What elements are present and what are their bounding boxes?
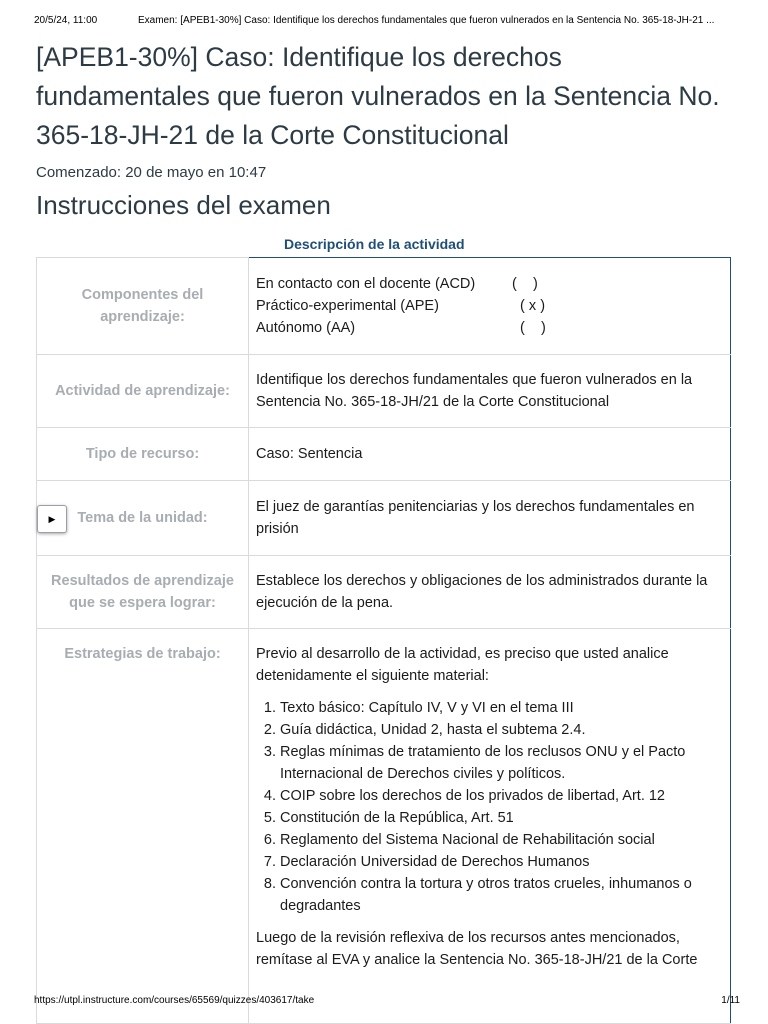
strategies-intro: Previo al desarrollo de la actividad, es preciso que usted analice detenidamente el siguiente material: <box>256 646 669 684</box>
instructions-heading: Instrucciones del examen <box>36 190 331 220</box>
list-item: 2. Guía didáctica, Unidad 2, hasta el subtema 2.4. <box>280 719 722 741</box>
row-value-estrategias <box>249 629 731 1024</box>
list-item: 5. Constitución de la República, Art. 51 <box>280 807 722 829</box>
list-item: 7. Declaración Universidad de Derechos Humanos <box>280 851 722 873</box>
option-ape-mark: ( x ) <box>512 298 546 314</box>
started-timestamp: Comenzado: 20 de mayo en 10:47 <box>36 164 267 181</box>
table-row-componentes <box>37 258 731 355</box>
print-header <box>34 15 740 26</box>
table-row-tipo <box>37 428 731 481</box>
row-label-tipo: Tipo de recurso: <box>37 428 249 481</box>
row-label-tema: Tema de la unidad: <box>77 510 208 526</box>
print-date: 20/5/24, 11:00 <box>34 15 98 26</box>
row-label-tema-cell <box>37 481 249 556</box>
row-label-componentes: Componentes del aprendizaje: <box>37 258 249 355</box>
list-item: 8. Convención contra la tortura y otros tratos crueles, inhumanos o degradantes <box>280 873 722 917</box>
row-value-tipo: Caso: Sentencia <box>249 428 731 481</box>
option-ape: Práctico-experimental (APE) ( x ) <box>256 295 722 317</box>
row-value-tema: El juez de garantías penitenciarias y los derechos fundamentales en prisión <box>249 481 731 556</box>
option-aa: Autónomo (AA) ( ) <box>256 317 722 339</box>
row-value-resultados: Establece los derechos y obligaciones de los administrados durante la ejecución de la pena. <box>249 556 731 629</box>
row-label-actividad: Actividad de aprendizaje: <box>37 355 249 428</box>
list-item: 6. Reglamento del Sistema Nacional de Rehabilitación social <box>280 829 722 851</box>
option-aa-mark: ( ) <box>512 320 546 336</box>
strategies-list <box>256 697 722 917</box>
table-row-estrategias <box>37 629 731 1024</box>
row-label-estrategias: Estrategias de trabajo: <box>37 629 249 1024</box>
print-document-title: Examen: [APEB1-30%] Caso: Identifique los derechos fundamentales que fueron vulnerados en la Sentencia No. 365-18-JH-21 ... <box>138 15 715 26</box>
table-row-actividad <box>37 355 731 428</box>
print-url: https://utpl.instructure.com/courses/65569/quizzes/403617/take <box>34 995 315 1006</box>
activity-description-table <box>36 257 731 1024</box>
list-item: 3. Reglas mínimas de tratamiento de los reclusos ONU y el Pacto Internacional de Derechos civiles y políticos. <box>280 741 722 785</box>
quiz-title: [APEB1-30%] Caso: Identifique los derechos fundamentales que fueron vulnerados en la Sentencia No. 365-18-JH-21 de la Corte Constitucional <box>36 42 720 150</box>
row-value-actividad: Identifique los derechos fundamentales que fueron vulnerados en la Sentencia No. 365-18-JH/21 de la Corte Constitucional <box>249 355 731 428</box>
table-row-resultados <box>37 556 731 629</box>
print-footer <box>34 995 740 1006</box>
list-item: 4. COIP sobre los derechos de los privados de libertad, Art. 12 <box>280 785 722 807</box>
play-arrow-icon: ▶ <box>48 514 56 524</box>
option-acd-mark: ( ) <box>512 276 538 292</box>
print-page-number: 1/11 <box>721 995 740 1006</box>
row-value-componentes <box>249 258 731 355</box>
strategies-closing: Luego de la revisión reflexiva de los recursos antes mencionados, remítase al EVA y analice la Sentencia No. 365-18-JH/21 de la Corte <box>256 930 698 968</box>
expand-button[interactable] <box>37 505 67 533</box>
table-caption: Descripción de la actividad <box>284 236 465 252</box>
row-label-resultados: Resultados de aprendizaje que se espera lograr: <box>37 556 249 629</box>
list-item: 1. Texto básico: Capítulo IV, V y VI en el tema III <box>280 697 722 719</box>
table-row-tema <box>37 481 731 556</box>
option-acd: En contacto con el docente (ACD) ( ) <box>256 273 722 295</box>
